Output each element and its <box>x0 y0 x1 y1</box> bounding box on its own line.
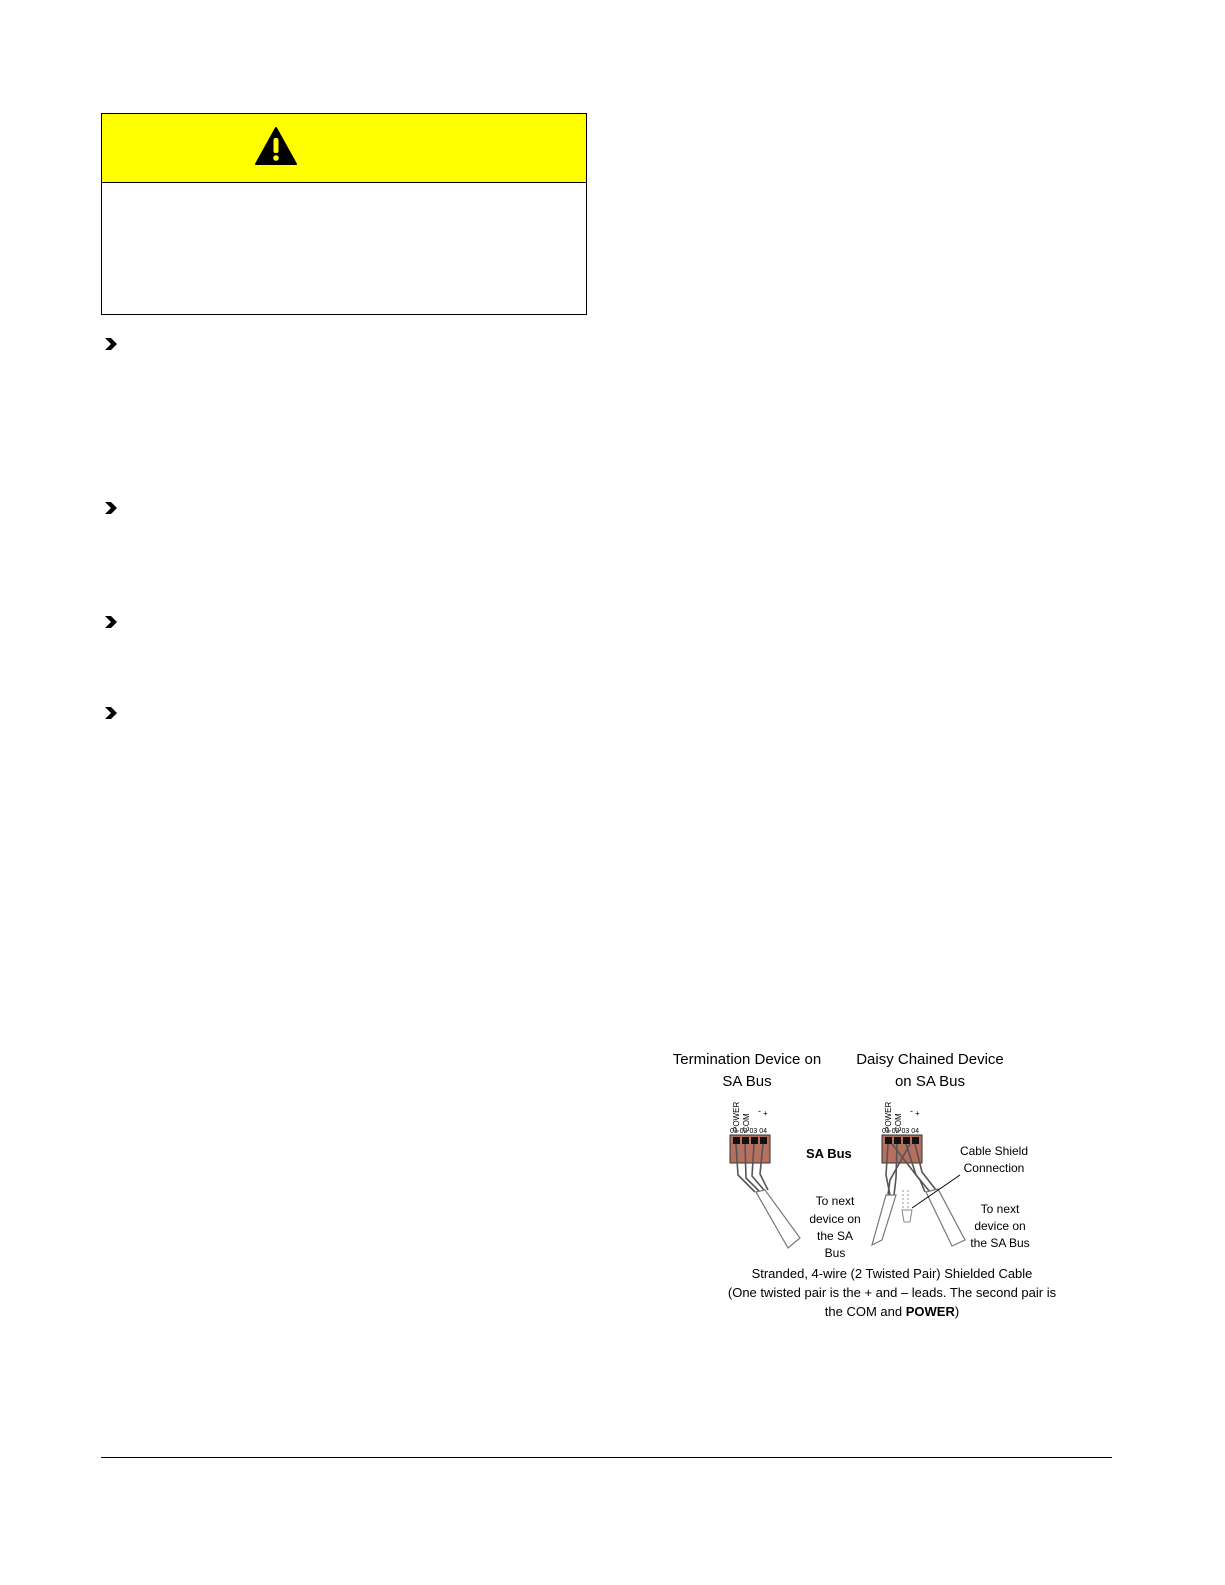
left-pin-com: COM <box>742 1113 751 1132</box>
footer-rule <box>101 1457 1112 1458</box>
warning-header <box>102 114 586 183</box>
left-pin-plus: + <box>763 1109 768 1118</box>
shield-label-line2: Connection <box>963 1161 1025 1175</box>
sa-bus-label: SA Bus <box>806 1146 852 1161</box>
right-cable-next <box>926 1189 965 1246</box>
left-pin-power: POWER <box>732 1101 741 1132</box>
chevron-right-icon <box>104 706 118 720</box>
warning-triangle-icon <box>254 126 298 166</box>
termination-title-line2: SA Bus <box>722 1073 772 1090</box>
daisy-title-line1: Daisy Chained Device <box>856 1051 1004 1068</box>
right-pin-com: COM <box>894 1113 903 1132</box>
chevron-right-icon <box>104 615 118 629</box>
right-pin-plus: + <box>915 1109 920 1118</box>
left-pin-numbers: 01 02 03 04 <box>730 1128 767 1135</box>
termination-title-line1: Termination Device on <box>672 1051 822 1068</box>
right-pin-numbers: 01 02 03 04 <box>882 1128 919 1135</box>
right-next-line2: device on <box>974 1219 1026 1233</box>
left-next-line2: device on <box>809 1212 861 1226</box>
caption-line3-a: the COM and <box>824 1304 906 1319</box>
warning-box <box>101 113 587 315</box>
left-next-line4: Bus <box>824 1246 846 1260</box>
chevron-right-icon <box>104 337 118 351</box>
shield-label-line1: Cable Shield <box>959 1144 1029 1158</box>
right-next-line1: To next <box>980 1202 1020 1216</box>
right-next-line3: the SA Bus <box>970 1236 1030 1250</box>
shield-drain-wire <box>903 1190 908 1210</box>
caption-line3-c: ) <box>954 1304 960 1319</box>
caption-line1: Stranded, 4-wire (2 Twisted Pair) Shielded Cable <box>751 1266 1033 1281</box>
caption-line3 <box>825 1304 959 1319</box>
right-pin-power: POWER <box>884 1101 893 1132</box>
left-cable <box>756 1190 800 1248</box>
left-next-line1: To next <box>815 1194 855 1208</box>
left-next-line3: the SA <box>816 1229 854 1243</box>
sa-bus-wiring-figure <box>660 1040 1100 1340</box>
chevron-right-icon <box>104 501 118 515</box>
caption-line3-b: POWER <box>905 1304 955 1319</box>
caption-line2: (One twisted pair is the + and – leads. The second pair is <box>727 1285 1057 1300</box>
daisy-title-line2: on SA Bus <box>894 1073 966 1090</box>
shield-connector <box>902 1210 912 1222</box>
left-pin-minus: - <box>758 1106 761 1116</box>
right-cable-down <box>872 1195 896 1245</box>
right-pin-minus: - <box>910 1106 913 1116</box>
